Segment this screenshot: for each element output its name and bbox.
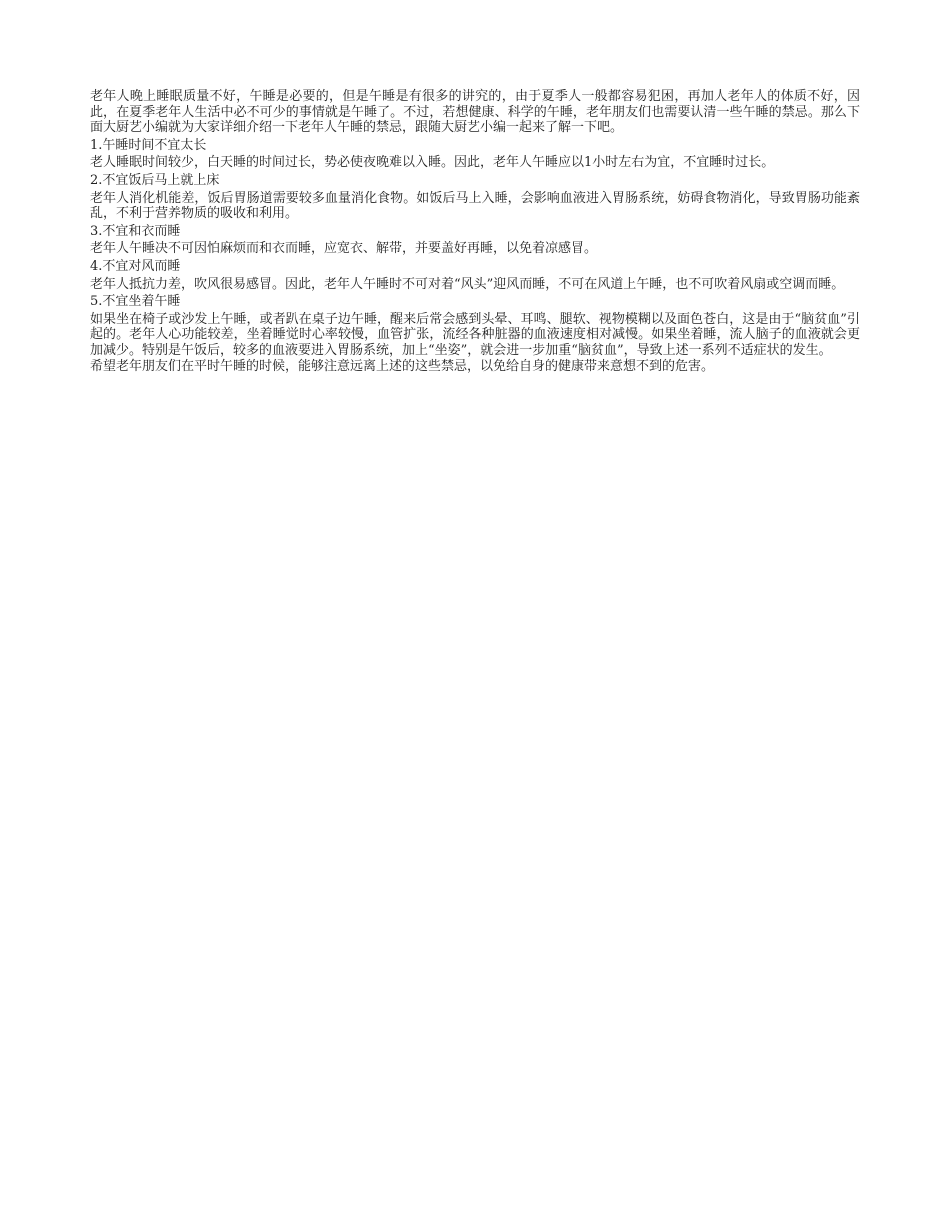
intro-paragraph: 老年人晚上睡眠质量不好，午睡是必要的，但是午睡是有很多的讲究的，由于夏季人一般都容易犯困，再加人老年人的体质不好，因此，在夏季老年人生活中必不可少的事情就是午睡了。不过，若想健康、科学的午睡，老年朋友们也需要认清一些午睡的禁忌。那么下面大厨艺小编就为大家详细介绍一下老年人午睡的禁忌，跟随大厨艺小编一起来了解一下吧。 — [90, 89, 860, 136]
section-heading: 3.不宜和衣而睡 — [90, 223, 181, 239]
section-body: 老人睡眠时间较少，白天睡的时间过长，势必使夜晚难以入睡。因此，老年人午睡应以1小时左右为宜，不宜睡时过长。 — [90, 155, 775, 171]
conclusion-paragraph: 希望老年朋友们在平时午睡的时候，能够注意远离上述的这些禁忌，以免给自身的健康带来意想不到的危害。 — [90, 358, 715, 374]
section-body: 老年人午睡决不可因怕麻烦而和衣而睡，应宽衣、解带，并要盖好再睡，以免着凉感冒。 — [90, 241, 598, 257]
section-heading: 1.午睡时间不宜太长 — [90, 137, 207, 153]
section-body: 老年人消化机能差，饭后胃肠道需要较多血量消化食物。如饭后马上入睡，会影响血液进入胃肠系统，妨碍食物消化，导致胃肠功能紊乱，不利于营养物质的吸收和利用。 — [90, 190, 860, 222]
article — [90, 89, 860, 374]
section-heading: 5.不宜坐着午睡 — [90, 294, 181, 310]
section-heading: 2.不宜饭后马上就上床 — [90, 172, 220, 188]
section-heading: 4.不宜对风而睡 — [90, 258, 181, 274]
section-body: 老年人抵抗力差，吹风很易感冒。因此，老年人午睡时不可对着“风头”迎风而睡，不可在风道上午睡，也不可吹着风扇或空调而睡。 — [90, 276, 845, 292]
section-body: 如果坐在椅子或沙发上午睡，或者趴在桌子边午睡，醒来后常会感到头晕、耳鸣、腿软、视物模糊以及面色苍白，这是由于“脑贫血”引起的。老年人心功能较差，坐着睡觉时心率较慢，血管扩张，流经各种脏器的血液速度相对减慢。如果坐着睡，流人脑子的血液就会更加减少。特别是午饭后，较多的血液要进入胃肠系统，加上“坐姿”，就会进一步加重“脑贫血”，导致上述一系列不适症状的发生。 — [90, 311, 860, 358]
